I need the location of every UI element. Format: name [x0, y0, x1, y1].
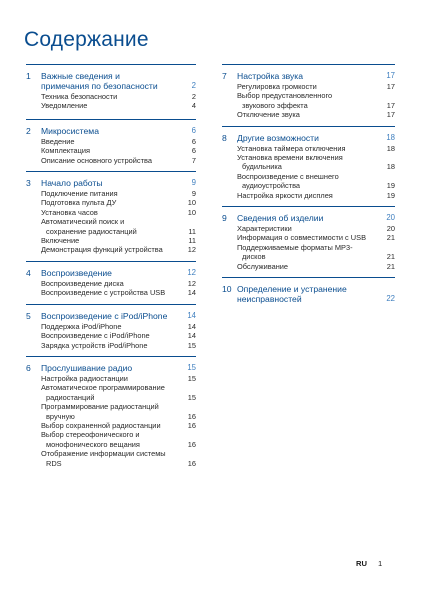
toc-entry-page: 6: [191, 136, 196, 146]
language-code: RU: [356, 559, 367, 568]
toc-entry-label: Выбор сохраненной радиостанции: [41, 420, 161, 430]
section-number: 8: [222, 132, 227, 143]
toc-section: [26, 261, 196, 298]
toc-entry[interactable]: [222, 91, 395, 110]
toc-entry[interactable]: [222, 110, 395, 119]
section-title-line: Настройка звука: [237, 71, 304, 81]
toc-entry-label: Описание основного устройства: [41, 155, 152, 165]
toc-entry-label: Установка времени включения: [237, 153, 343, 163]
toc-entry-page: 18: [386, 143, 395, 153]
toc-entry-label: монофонического вещания: [46, 439, 140, 449]
section-items: [222, 144, 395, 200]
toc-entry-label: RDS: [46, 458, 62, 468]
toc-entry-label: Введение: [41, 136, 75, 146]
section-heading[interactable]: [222, 284, 395, 304]
toc-entry-label: Отключение звука: [237, 110, 300, 120]
section-page-number: 18: [386, 132, 395, 142]
toc-entry-label: Воспроизведение с устройства USB: [41, 288, 166, 298]
toc-entry-label: Комплектация: [41, 146, 91, 156]
toc-entry[interactable]: [26, 236, 196, 245]
toc-entry-label: Регулировка громкости: [237, 82, 317, 91]
toc-entry-page: 21: [386, 252, 395, 262]
toc-entry-label: Программирование радиостанций: [41, 402, 159, 412]
toc-entry-label: Поддерживаемые форматы MP3-: [237, 242, 353, 252]
toc-entry-label: Поддержка iPod/iPhone: [41, 321, 122, 331]
toc-entry-page: 19: [386, 181, 395, 191]
toc-entry-page: 21: [386, 261, 395, 271]
toc-entry-label: Подготовка пульта ДУ: [41, 198, 117, 208]
toc-entry[interactable]: [26, 189, 196, 198]
toc-entry[interactable]: [26, 383, 196, 402]
toc-section: [222, 126, 395, 200]
toc-entry-label: будильника: [242, 162, 282, 172]
toc-entry[interactable]: [222, 191, 395, 200]
section-title-line: неисправностей: [237, 294, 302, 305]
toc-entry-page: 2: [191, 92, 196, 101]
section-title-line: Другие возможности: [237, 132, 319, 143]
toc-entry-label: Воспроизведение с iPod/iPhone: [41, 331, 150, 341]
toc-entry-label: Техника безопасности: [41, 92, 118, 101]
page-number: 1: [377, 559, 383, 568]
toc-entry-page: 15: [187, 340, 196, 350]
toc-entry-page: 17: [386, 110, 395, 120]
section-number: 2: [26, 125, 31, 136]
section-title-line: Микросистема: [41, 125, 99, 136]
section-number: 1: [26, 71, 31, 81]
toc-entry-label: Настройка радиостанции: [41, 373, 128, 383]
toc-entry[interactable]: [26, 374, 196, 383]
section-page-number: 15: [187, 362, 196, 372]
section-title: [41, 268, 196, 278]
toc-section: [26, 64, 196, 111]
toc-entry-page: 17: [386, 82, 395, 91]
toc-entry-page: 16: [187, 420, 196, 430]
toc-entry[interactable]: [222, 262, 395, 271]
section-items: [26, 92, 196, 111]
section-number: 10: [222, 284, 232, 295]
section-page-number: 22: [386, 294, 395, 304]
section-page-number: 12: [187, 267, 196, 277]
section-title-line: Сведения об изделии: [237, 213, 324, 224]
toc-entry-label: аудиоустройства: [242, 181, 301, 191]
section-page-number: 9: [191, 178, 196, 188]
toc-entry[interactable]: [26, 146, 196, 155]
section-title-line: Прослушивание радио: [41, 362, 133, 373]
toc-entry[interactable]: [26, 208, 196, 217]
toc-entry[interactable]: [26, 198, 196, 207]
toc-entry-label: Установка часов: [41, 207, 98, 217]
toc-entry[interactable]: [222, 144, 395, 153]
section-items: [26, 322, 196, 350]
toc-entry-page: 21: [386, 233, 395, 243]
toc-section: [26, 119, 196, 165]
toc-entry[interactable]: [222, 82, 395, 91]
toc-entry-label: Воспроизведение с внешнего: [237, 171, 339, 181]
toc-entry-page: 4: [191, 101, 196, 111]
toc-entry-label: Выбор предустановленного: [237, 91, 333, 101]
toc-entry-page: 14: [187, 321, 196, 331]
toc-entry[interactable]: [222, 172, 395, 191]
section-title-line: Определение и устранение: [237, 284, 347, 295]
section-number: 3: [26, 178, 31, 189]
toc-entry[interactable]: [222, 233, 395, 242]
section-heading[interactable]: [26, 71, 196, 91]
toc-entry[interactable]: [26, 101, 196, 110]
toc-entry[interactable]: [26, 402, 196, 421]
section-heading[interactable]: [26, 268, 196, 278]
toc-entry[interactable]: [26, 341, 196, 350]
section-title: [237, 284, 395, 304]
toc-entry-page: 7: [191, 155, 196, 165]
toc-section: [26, 171, 196, 255]
toc-entry-label: Автоматический поиск и: [41, 217, 125, 227]
toc-entry[interactable]: [26, 137, 196, 146]
toc-entry-label: Включение: [41, 236, 80, 246]
section-title: [41, 126, 196, 136]
toc-entry-label: Подключение питания: [41, 189, 118, 199]
section-number: 6: [26, 362, 31, 373]
toc-entry-page: 12: [187, 245, 196, 255]
section-title: [41, 363, 196, 373]
section-title: [41, 178, 196, 188]
toc-entry[interactable]: [26, 322, 196, 331]
section-heading[interactable]: [222, 133, 395, 143]
toc-entry-page: 19: [386, 190, 395, 200]
toc-entry-label: Характеристики: [237, 224, 292, 234]
toc-entry-page: 14: [187, 288, 196, 298]
toc-entry-page: 6: [191, 146, 196, 156]
page-footer: [356, 559, 382, 568]
toc-entry-page: 10: [187, 198, 196, 208]
toc-entry[interactable]: [26, 156, 196, 165]
section-page-number: 14: [187, 310, 196, 320]
toc-entry-label: Уведомление: [41, 101, 88, 111]
toc-entry-label: Установка таймера отключения: [237, 143, 346, 153]
section-items: [26, 137, 196, 165]
section-title-line: Воспроизведение с iPod/iPhone: [41, 310, 168, 321]
section-heading[interactable]: [222, 71, 395, 81]
section-items: [222, 82, 395, 120]
section-page-number: 6: [191, 125, 196, 135]
section-heading[interactable]: [26, 311, 196, 321]
toc-entry-page: 9: [191, 189, 196, 199]
toc-entry[interactable]: [26, 245, 196, 254]
section-number: 5: [26, 310, 31, 321]
toc-entry-page: 11: [188, 226, 196, 236]
toc-entry[interactable]: [222, 153, 395, 172]
section-title-line: Воспроизведение: [41, 267, 112, 278]
toc-entry-label: сохранение радиостанций: [46, 226, 137, 236]
toc-entry-label: Информация о совместимости с USB: [237, 233, 366, 243]
toc-entry-label: звукового эффекта: [242, 100, 308, 110]
section-title: [237, 133, 395, 143]
section-items: [26, 189, 196, 255]
toc-section: [26, 304, 196, 350]
toc-entry-page: 20: [386, 224, 395, 234]
toc-entry-page: 16: [187, 458, 196, 468]
section-title: [237, 71, 395, 81]
section-page-number: 17: [386, 71, 395, 80]
toc-entry-label: Воспроизведение диска: [41, 278, 124, 288]
section-heading[interactable]: [222, 213, 395, 223]
toc-entry-label: Отображение информации системы: [41, 449, 166, 459]
toc-entry[interactable]: [26, 421, 196, 430]
toc-entry-page: 16: [187, 411, 196, 421]
section-number: 4: [26, 267, 31, 278]
toc-entry-page: 15: [187, 392, 196, 402]
section-heading[interactable]: [26, 126, 196, 136]
toc-entry-label: вручную: [46, 411, 75, 421]
toc-section: [222, 64, 395, 120]
toc-entry-page: 16: [187, 439, 196, 449]
section-items: [26, 374, 196, 468]
toc-entry-page: 14: [187, 331, 196, 341]
toc-entry-page: 15: [187, 373, 196, 383]
section-title-line: Важные сведения и: [41, 71, 120, 81]
toc-entry-label: Настройка яркости дисплея: [237, 190, 333, 200]
toc-entry-page: 18: [386, 162, 395, 172]
section-number: 7: [222, 71, 227, 81]
toc-entry-label: Выбор стереофонического и: [41, 430, 140, 440]
section-items: [222, 224, 395, 271]
toc-entry[interactable]: [26, 92, 196, 101]
toc-entry-page: 11: [188, 236, 196, 246]
section-heading[interactable]: [26, 363, 196, 373]
toc-entry[interactable]: [26, 331, 196, 340]
section-heading[interactable]: [26, 178, 196, 188]
toc-section: [222, 277, 395, 304]
toc-entry[interactable]: [26, 449, 196, 468]
page-title: Содержание: [24, 28, 149, 51]
toc-section: [26, 356, 196, 468]
toc-entry-page: 10: [187, 207, 196, 217]
toc-entry[interactable]: [26, 430, 196, 449]
toc-entry[interactable]: [222, 224, 395, 233]
section-title-line: Начало работы: [41, 178, 103, 189]
toc-entry-label: радиостанций: [46, 392, 95, 402]
toc-right-column: [222, 64, 395, 310]
toc-section: [222, 206, 395, 271]
toc-entry[interactable]: [222, 243, 395, 262]
toc-entry-page: 17: [386, 100, 395, 110]
section-page-number: 20: [386, 213, 395, 223]
section-items: [26, 279, 196, 298]
toc-entry-label: Обслуживание: [237, 261, 289, 271]
toc-entry[interactable]: [26, 288, 196, 297]
toc-entry-label: Демонстрация функций устройства: [41, 245, 163, 255]
toc-entry-label: дисков: [242, 252, 266, 262]
toc-entry-label: Зарядка устройств iPod/iPhone: [41, 340, 148, 350]
toc-entry[interactable]: [26, 217, 196, 236]
section-title: [41, 71, 196, 91]
section-number: 9: [222, 213, 227, 224]
toc-entry[interactable]: [26, 279, 196, 288]
section-page-number: 2: [191, 81, 196, 90]
section-title: [41, 311, 196, 321]
section-title-line: примечания по безопасности: [41, 81, 158, 91]
toc-entry-label: Автоматическое программирование: [41, 383, 165, 393]
toc-entry-page: 12: [187, 278, 196, 288]
toc-left-column: [26, 64, 196, 474]
section-title: [237, 213, 395, 223]
